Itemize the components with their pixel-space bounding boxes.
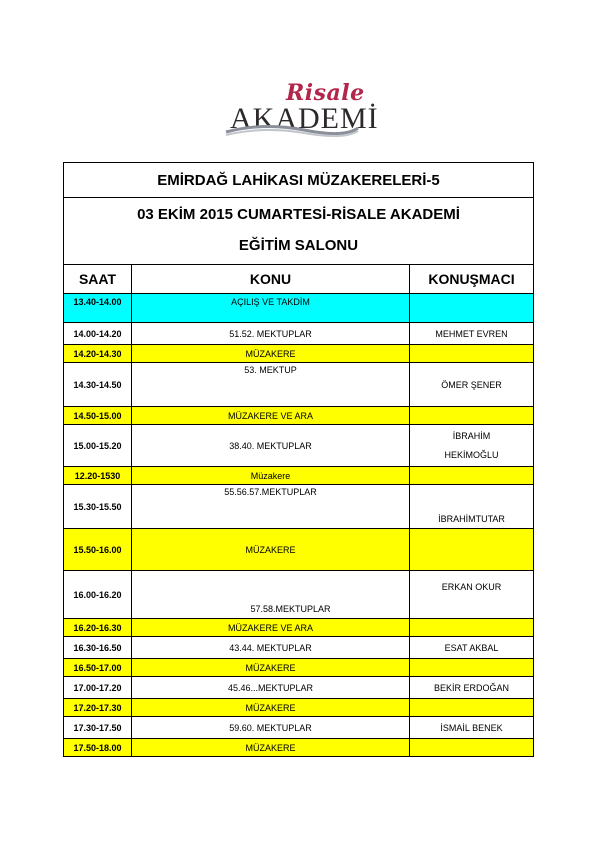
risale-akademi-logo [224,80,379,138]
time-cell: 12.20-1530 [64,467,132,485]
table-row [64,717,534,739]
topic-cell: AÇILIŞ VE TAKDİM [132,294,410,323]
topic-cell: MÜZAKERE [132,699,410,717]
topic-cell: Müzakere [132,467,410,485]
table-row [64,425,534,467]
time-cell: 16.00-16.20 [64,571,132,619]
column-header-speaker: KONUŞMACI [410,265,534,294]
logo-risale-text: Risale [286,80,365,106]
time-cell: 17.00-17.20 [64,677,132,699]
time-cell: 15.50-16.00 [64,529,132,571]
topic-cell: 51.52. MEKTUPLAR [132,323,410,345]
topic-cell: 43.44. MEKTUPLAR [132,637,410,659]
speaker-cell [410,699,534,717]
time-cell: 16.30-16.50 [64,637,132,659]
schedule-table [63,162,534,757]
time-cell: 16.50-17.00 [64,659,132,677]
speaker-cell: ERKAN OKUR [410,571,534,619]
speaker-last-name: HEKİMOĞLU [444,450,499,460]
logo-akademi-text: AKADEMİ [230,102,379,135]
time-cell: 13.40-14.00 [64,294,132,323]
table-row [64,739,534,757]
table-row [64,363,534,407]
page-title: EMİRDAĞ LAHİKASI MÜZAKERELERİ-5 [64,163,534,198]
topic-cell: 45.46...MEKTUPLAR [132,677,410,699]
topic-cell: MÜZAKERE [132,659,410,677]
logo-swoosh-icon [224,120,360,138]
topic-cell: 59.60. MEKTUPLAR [132,717,410,739]
subtitle-row [64,198,534,265]
subtitle-cell [64,198,534,265]
topic-cell: 38.40. MEKTUPLAR [132,425,410,467]
table-row [64,323,534,345]
table-row [64,677,534,699]
speaker-cell [410,294,534,323]
speaker-cell [410,529,534,571]
topic-cell: 57.58.MEKTUPLAR [132,571,410,619]
table-row [64,659,534,677]
topic-cell: MÜZAKERE [132,345,410,363]
speaker-cell: ÖMER ŞENER [410,363,534,407]
topic-cell: MÜZAKERE VE ARA [132,619,410,637]
table-row [64,467,534,485]
topic-cell: 55.56.57.MEKTUPLAR [132,485,410,529]
table-row [64,529,534,571]
speaker-cell [410,425,534,467]
event-hall: EĞİTİM SALONU [238,237,359,254]
table-row [64,619,534,637]
table-row [64,637,534,659]
topic-cell: MÜZAKERE [132,739,410,757]
speaker-cell [410,345,534,363]
speaker-cell [410,739,534,757]
table-row [64,699,534,717]
time-cell: 14.00-14.20 [64,323,132,345]
column-header-topic: KONU [132,265,410,294]
column-header-time: SAAT [64,265,132,294]
time-cell: 15.30-15.50 [64,485,132,529]
table-row [64,345,534,363]
speaker-cell: MEHMET EVREN [410,323,534,345]
speaker-cell [410,659,534,677]
speaker-cell [410,467,534,485]
table-row [64,485,534,529]
topic-cell: MÜZAKERE [132,529,410,571]
speaker-cell: İSMAİL BENEK [410,717,534,739]
topic-cell: 53. MEKTUP [132,363,410,407]
title-row [64,163,534,198]
speaker-cell [410,407,534,425]
table-row [64,294,534,323]
column-header-row [64,265,534,294]
speaker-cell: ESAT AKBAL [410,637,534,659]
time-cell: 14.20-14.30 [64,345,132,363]
speaker-first-name: İBRAHİM [452,431,491,441]
table-row [64,407,534,425]
topic-cell: MÜZAKERE VE ARA [132,407,410,425]
time-cell: 14.30-14.50 [64,363,132,407]
time-cell: 17.20-17.30 [64,699,132,717]
speaker-cell: BEKİR ERDOĞAN [410,677,534,699]
time-cell: 16.20-16.30 [64,619,132,637]
speaker-cell [410,619,534,637]
time-cell: 14.50-15.00 [64,407,132,425]
time-cell: 15.00-15.20 [64,425,132,467]
time-cell: 17.30-17.50 [64,717,132,739]
event-date-venue: 03 EKİM 2015 CUMARTESİ-RİSALE AKADEMİ [137,206,460,223]
table-row [64,571,534,619]
time-cell: 17.50-18.00 [64,739,132,757]
speaker-cell: İBRAHİMTUTAR [410,485,534,529]
